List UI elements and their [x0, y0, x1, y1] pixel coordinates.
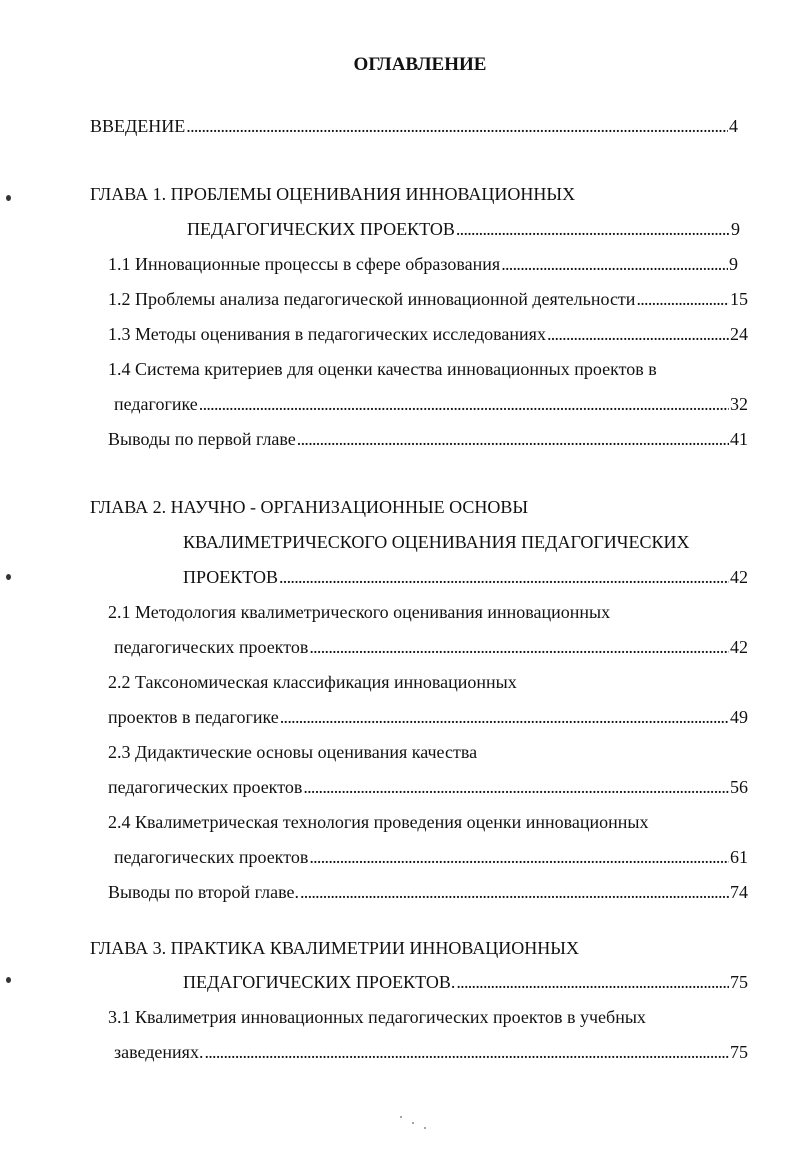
- dot-leader: [456, 216, 730, 242]
- toc-entry-conclusion-2: [108, 879, 748, 905]
- toc-entry-1-3: [108, 321, 748, 347]
- toc-entry-label: заведениях.: [114, 1042, 204, 1062]
- dot-leader: [547, 321, 729, 347]
- dot-leader: [297, 426, 729, 452]
- toc-entry-intro: [90, 113, 738, 139]
- page-title: ОГЛАВЛЕНИЕ: [353, 54, 487, 75]
- chapter-1-heading-cont: [187, 216, 740, 242]
- toc-entry-label: педагогике: [114, 394, 198, 414]
- toc-page-number: 42: [730, 637, 748, 657]
- scan-speck: [400, 1116, 402, 1118]
- toc-entry-label: ПЕДАГОГИЧЕСКИХ ПРОЕКТОВ.: [183, 972, 456, 992]
- toc-page-number: 9: [729, 254, 738, 274]
- dot-leader: [636, 286, 729, 312]
- dot-leader: [456, 969, 729, 995]
- dot-leader: [199, 391, 729, 417]
- chapter-2-heading: ГЛАВА 2. НАУЧНО - ОРГАНИЗАЦИОННЫЕ ОСНОВЫ: [90, 497, 529, 517]
- toc-entry-label: 1.2 Проблемы анализа педагогической инновационной деятельности: [108, 289, 636, 309]
- toc-entry-2-3-line1: 2.3 Дидактические основы оценивания качества: [108, 742, 478, 762]
- dot-leader: [309, 844, 729, 870]
- toc-page-number: 56: [730, 777, 748, 797]
- dot-leader: [280, 704, 729, 730]
- toc-page-number: 15: [730, 289, 748, 309]
- toc-entry-2-4-line1: 2.4 Квалиметрическая технология проведения оценки инновационных: [108, 812, 649, 832]
- toc-entry-label: проектов в педагогике: [108, 707, 279, 727]
- chapter-3-heading: ГЛАВА 3. ПРАКТИКА КВАЛИМЕТРИИ ИННОВАЦИОННЫХ: [90, 938, 579, 958]
- toc-entry-label: педагогических проектов: [114, 637, 309, 657]
- toc-page-number: 9: [731, 219, 740, 239]
- dot-leader: [303, 774, 729, 800]
- dot-leader: [300, 879, 729, 905]
- toc-entry-conclusion-1: [108, 426, 748, 452]
- dot-leader: [204, 1039, 729, 1065]
- toc-entry-label: Выводы по второй главе.: [108, 882, 299, 902]
- toc-entry-label: ПЕДАГОГИЧЕСКИХ ПРОЕКТОВ: [187, 219, 455, 239]
- toc-entry-2-1-line1: 2.1 Методология квалиметрического оценивания инновационных: [108, 602, 611, 622]
- toc-entry-1-2: [108, 286, 748, 312]
- dot-leader: [279, 564, 729, 590]
- toc-page-number: 24: [730, 324, 748, 344]
- scan-speck: [412, 1122, 414, 1124]
- binder-hole-mark: [6, 195, 11, 201]
- toc-entry-2-1: [114, 634, 748, 660]
- toc-entry-label: Выводы по первой главе: [108, 429, 296, 449]
- toc-entry-label: ВВЕДЕНИЕ: [90, 116, 186, 136]
- dot-leader: [501, 251, 728, 277]
- toc-entry-label: педагогических проектов: [114, 847, 309, 867]
- toc-entry-1-1: [108, 251, 738, 277]
- toc-page-number: 49: [730, 707, 748, 727]
- dot-leader: [186, 113, 728, 139]
- toc-page-number: 4: [729, 116, 738, 136]
- toc-entry-1-4-line1: 1.4 Система критериев для оценки качества инновационных проектов в: [108, 359, 657, 379]
- toc-entry-2-2-line1: 2.2 Таксономическая классификация инновационных: [108, 672, 517, 692]
- toc-page-number: 61: [730, 847, 748, 867]
- toc-page-number: 75: [730, 1042, 748, 1062]
- chapter-3-heading-cont: [183, 969, 748, 995]
- toc-entry-2-4: [114, 844, 748, 870]
- toc-page-number: 75: [730, 972, 748, 992]
- binder-hole-mark: [6, 574, 11, 580]
- toc-entry-3-1-line1: 3.1 Квалиметрия инновационных педагогических проектов в учебных: [108, 1007, 646, 1027]
- chapter-2-heading-line2: КВАЛИМЕТРИЧЕСКОГО ОЦЕНИВАНИЯ ПЕДАГОГИЧЕСКИХ: [183, 532, 690, 552]
- toc-entry-1-4: [114, 391, 748, 417]
- toc-entry-label: 1.1 Инновационные процессы в сфере образования: [108, 254, 501, 274]
- scan-speck: [424, 1127, 426, 1129]
- toc-entry-2-2: [108, 704, 748, 730]
- toc-page-number: 32: [730, 394, 748, 414]
- toc-entry-2-3: [108, 774, 748, 800]
- chapter-2-heading-cont: [183, 564, 748, 590]
- binder-hole-mark: [6, 977, 11, 983]
- toc-page-number: 42: [730, 567, 748, 587]
- toc-page-number: 41: [730, 429, 748, 449]
- chapter-1-heading: ГЛАВА 1. ПРОБЛЕМЫ ОЦЕНИВАНИЯ ИННОВАЦИОННЫХ: [90, 184, 576, 204]
- toc-entry-3-1: [114, 1039, 748, 1065]
- toc-entry-label: ПРОЕКТОВ: [183, 567, 278, 587]
- toc-page-number: 74: [730, 882, 748, 902]
- toc-entry-label: педагогических проектов: [108, 777, 303, 797]
- toc-entry-label: 1.3 Методы оценивания в педагогических исследованиях: [108, 324, 546, 344]
- dot-leader: [309, 634, 729, 660]
